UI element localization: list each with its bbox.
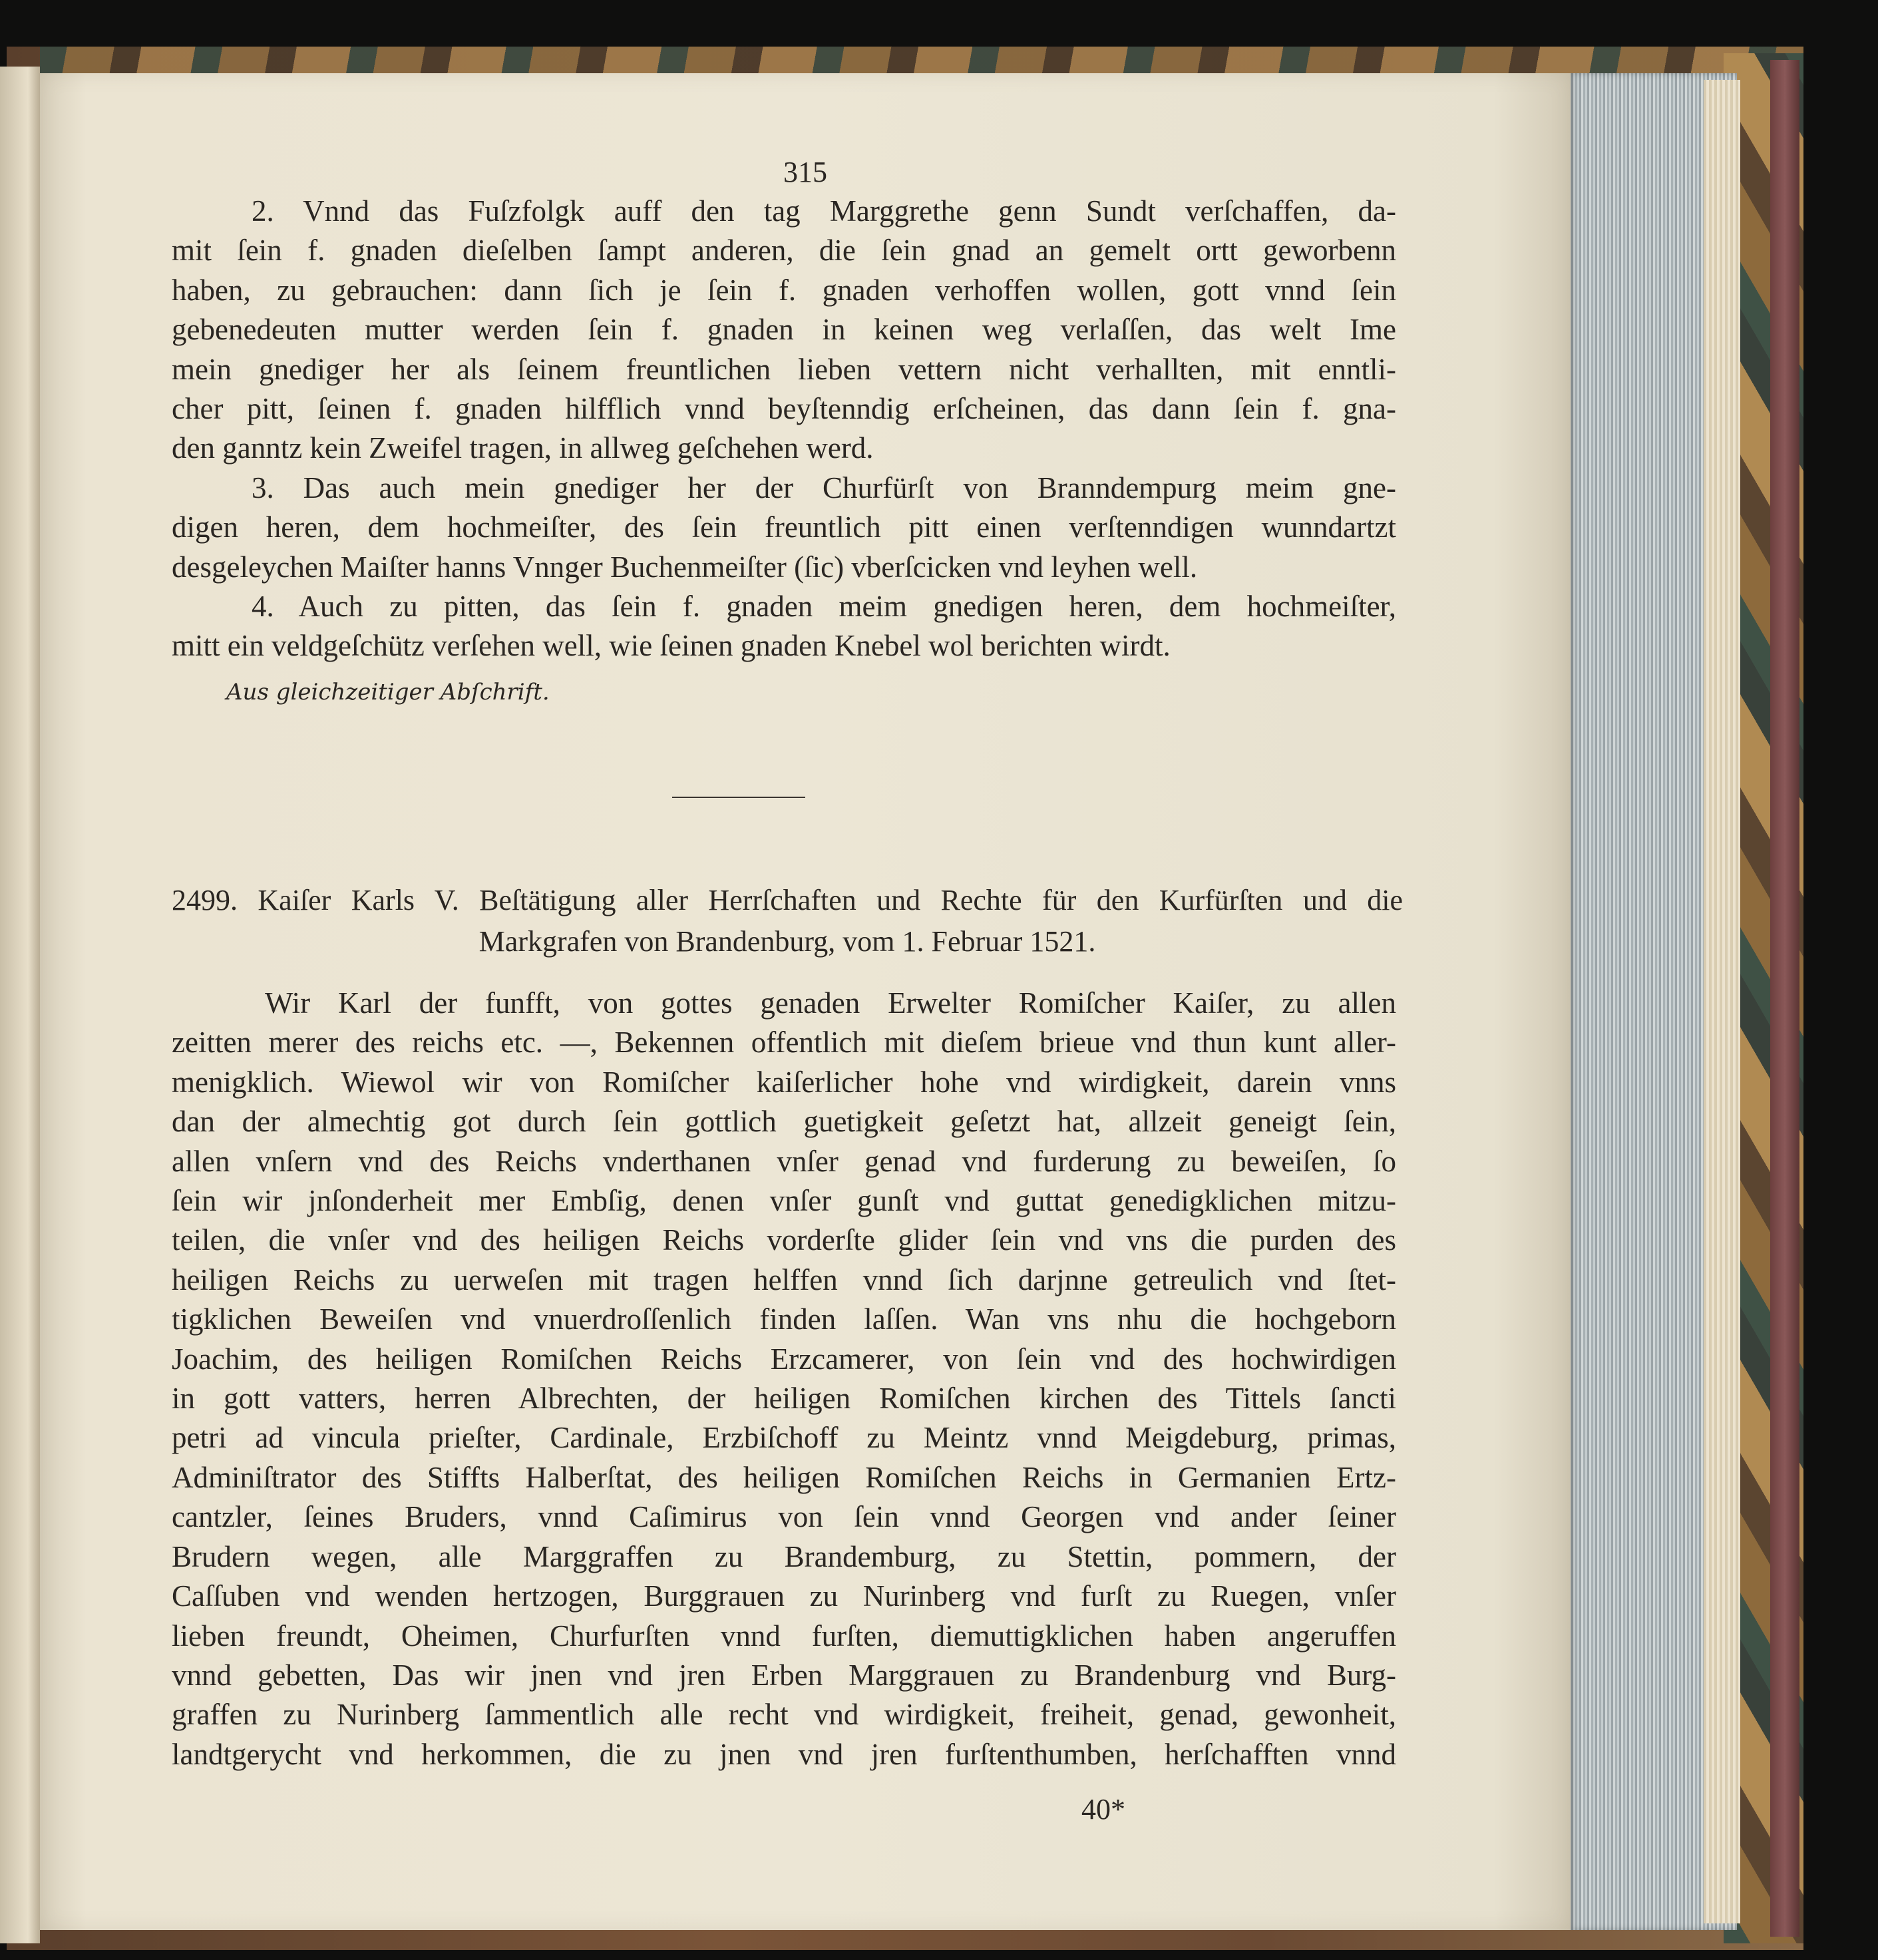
page-stack-edge-inner xyxy=(1704,80,1740,1923)
cover-leather-corner xyxy=(1770,60,1799,1937)
source-note: Aus gleichzeitiger Abſchrift. xyxy=(226,679,550,705)
text-line: 4. Auch zu pitten, das ſein f. gnaden meim gnedigen heren, dem hochmeiſter, xyxy=(252,590,1396,624)
facing-page-edge xyxy=(0,67,40,1943)
text-line: dan der almechtig got durch ſein gottlich guetigkeit geſetzt hat, allzeit geneigt ſein, xyxy=(172,1105,1396,1139)
heading-line-1: 2499. Kaiſer Karls V. Beſtätigung aller Herrſchaften und Rechte für den Kurfürſten und die xyxy=(172,884,1403,916)
text-line: 2. Vnnd das Fuſzfolgk auff den tag Marggrethe genn Sundt verſchaffen, da- xyxy=(252,194,1396,228)
document-section-2 xyxy=(172,984,1396,1774)
text-line: Brudern wegen, alle Marggraffen zu Brandemburg, zu Stettin, pommern, der xyxy=(172,1539,1396,1573)
text-line: graffen zu Nurinberg ſammentlich alle recht vnd wirdigkeit, freiheit, genad, gewonheit, xyxy=(172,1698,1396,1732)
heading-line-2: Markgrafen von Brandenburg, vom 1. Februar 1521. xyxy=(478,925,1096,958)
document-section-1 xyxy=(172,192,1396,666)
text-line: mitt ein veldgeſchütz verſehen well, wie ſeinen gnaden Knebel wol berichten wirdt. xyxy=(172,629,1171,663)
text-line: vnnd gebetten, Das wir jnen vnd jren Erben Marggrauen zu Brandenburg vnd Burg- xyxy=(172,1658,1396,1692)
text-line: desgeleychen Maiſter hanns Vnnger Buchenmeiſter (ſic) vberſcicken vnd leyhen well. xyxy=(172,550,1198,584)
text-line: Wir Karl der funfft, von gottes genaden Erwelter Romiſcher Kaiſer, zu allen xyxy=(265,986,1396,1020)
text-line: Adminiſtrator des Stiffts Halberſtat, des heiligen Romiſchen Reichs in Germanien Ertz- xyxy=(172,1460,1396,1494)
text-line: cantzler, ſeines Bruders, vnnd Caſimirus von ſein vnnd Georgen vnd ander ſeiner xyxy=(172,1500,1396,1534)
text-line: zeitten merer des reichs etc. —, Bekennen offentlich mit dieſem brieue vnd thun kunt aller- xyxy=(172,1026,1396,1060)
section-divider xyxy=(672,797,805,798)
text-line: ſein wir jnſonderheit mer Embſig, denen vnſer gunſt vnd guttat genedigklichen mitzu- xyxy=(172,1184,1396,1218)
text-line: allen vnſern vnd des Reichs vnderthanen vnſer genad vnd furderung zu beweiſen, ſo xyxy=(172,1144,1396,1178)
document-heading xyxy=(172,880,1403,962)
book-page xyxy=(40,73,1571,1930)
text-line: den ganntz kein Zweifel tragen, in allweg geſchehen werd. xyxy=(172,431,874,465)
text-line: mit ſein f. gnaden dieſelben ſampt anderen, die ſein gnad an gemelt ortt geworbenn xyxy=(172,234,1396,268)
text-line: 3. Das auch mein gnediger her der Churfürſt von Branndempurg meim gne- xyxy=(252,471,1396,504)
text-line: gebenedeuten mutter werden ſein f. gnaden in keinen weg verlaſſen, das welt Ime xyxy=(172,313,1396,347)
text-line: Caſſuben vnd wenden hertzogen, Burggrauen zu Nurinberg vnd furſt zu Ruegen, vnſer xyxy=(172,1579,1396,1613)
text-line: tigklichen Beweiſen vnd vnuerdroſſenlich finden laſſen. Wan vns nhu die hochgeborn xyxy=(172,1302,1396,1336)
text-line: in gott vatters, herren Albrechten, der heiligen Romiſchen kirchen des Tittels ſancti xyxy=(172,1382,1396,1416)
text-line: petri ad vincula prieſter, Cardinale, Erzbiſchoff zu Meintz vnnd Meigdeburg, primas, xyxy=(172,1421,1396,1455)
text-line: teilen, die vnſer vnd des heiligen Reichs vorderſte glider ſein vnd vns die purden des xyxy=(172,1223,1396,1257)
text-line: Joachim, des heiligen Romiſchen Reichs Erzcamerer, von ſein vnd des hochwirdigen xyxy=(172,1342,1396,1376)
text-line: cher pitt, ſeinen f. gnaden hilfflich vnnd beyſtenndig erſcheinen, das dann ſein f. gna- xyxy=(172,392,1396,426)
text-line: digen heren, dem hochmeiſter, des ſein freuntlich pitt einen verſtenndigen wunndartzt xyxy=(172,510,1396,544)
text-line: mein gnediger her als ſeinem freuntlichen lieben vettern nicht verhallten, mit enntli- xyxy=(172,352,1396,386)
text-line: lieben freundt, Oheimen, Churfurſten vnnd furſten, diemuttigklichen haben angeruffen xyxy=(172,1619,1396,1653)
text-line: menigklich. Wiewol wir von Romiſcher kaiſerlicher hohe vnd wirdigkeit, darein vnns xyxy=(172,1065,1396,1099)
text-line: haben, zu gebrauchen: dann ſich je ſein f. gnaden verhoffen wollen, gott vnnd ſein xyxy=(172,273,1396,307)
signature-mark: 40* xyxy=(1081,1793,1125,1826)
text-line: landtgerycht vnd herkommen, die zu jnen vnd jren furſtenthumben, herſchafften vnnd xyxy=(172,1737,1396,1771)
page-number: 315 xyxy=(783,156,827,188)
text-line: heiligen Reichs zu uerweſen mit tragen helffen vnnd ſich darjnne getreulich vnd ſtet- xyxy=(172,1263,1396,1296)
